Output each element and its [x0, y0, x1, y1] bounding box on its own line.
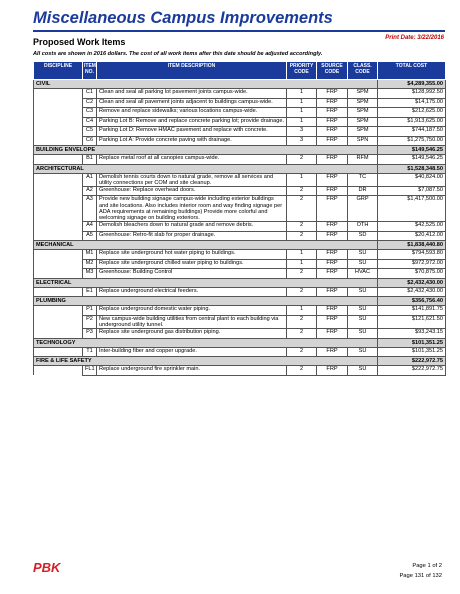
cost-cell: $149,546.25	[378, 155, 446, 165]
category-total: $1,838,440.80	[378, 241, 446, 250]
category-total: $101,351.25	[378, 338, 446, 347]
description-cell: Remove and replace sidewalks; various locations campus-wide.	[97, 108, 287, 118]
class-cell: SU	[348, 250, 378, 260]
category-total: $222,972.75	[378, 357, 446, 366]
class-cell: SPM	[348, 89, 378, 99]
class-cell: SPM	[348, 117, 378, 127]
source-cell: FRP	[317, 250, 348, 260]
print-date: Print Date: 3/22/2016	[385, 35, 444, 41]
category-name: FIRE & LIFE SAFETY	[34, 357, 378, 366]
priority-cell: 2	[287, 347, 317, 357]
discipline-cell	[34, 186, 83, 196]
discipline-cell	[34, 287, 83, 297]
source-cell: FRP	[317, 98, 348, 108]
category-row	[34, 146, 446, 155]
class-cell: OTH	[348, 222, 378, 232]
table-row	[34, 366, 446, 376]
table-row	[34, 98, 446, 108]
table-row	[34, 269, 446, 279]
priority-cell: 2	[287, 315, 317, 328]
source-cell: FRP	[317, 287, 348, 297]
source-cell: FRP	[317, 186, 348, 196]
table-row	[34, 222, 446, 232]
table-row	[34, 259, 446, 269]
priority-cell: 2	[287, 222, 317, 232]
cost-cell: $1,275,750.00	[378, 136, 446, 146]
description-cell: Parking Lot B: Remove and replace concrete parking lot; provide drainage.	[97, 117, 287, 127]
cost-cell: $93,243.15	[378, 329, 446, 339]
discipline-cell	[34, 259, 83, 269]
page-of-count: Page 1 of 2	[412, 563, 442, 569]
category-total: $149,546.25	[378, 146, 446, 155]
item-no-cell: A5	[83, 231, 97, 241]
category-total: $4,289,355.00	[378, 80, 446, 89]
category-name: ELECTRICAL	[34, 278, 378, 287]
col-header-total-cost: TOTAL COST	[378, 62, 446, 80]
table-row	[34, 186, 446, 196]
source-cell: FRP	[317, 269, 348, 279]
discipline-cell	[34, 98, 83, 108]
cost-cell: $1,913,625.00	[378, 117, 446, 127]
category-row	[34, 278, 446, 287]
table-row	[34, 108, 446, 118]
item-no-cell: M1	[83, 250, 97, 260]
table-body	[34, 80, 446, 376]
cost-cell: $744,187.50	[378, 127, 446, 137]
cost-cell: $7,087.50	[378, 186, 446, 196]
source-cell: FRP	[317, 329, 348, 339]
category-row	[34, 164, 446, 173]
col-header-class: CLASS. CODE	[348, 62, 378, 80]
discipline-cell	[34, 315, 83, 328]
discipline-cell	[34, 117, 83, 127]
description-cell: Replace underground fire sprinkler main.	[97, 366, 287, 376]
page-total-count: Page 131 of 132	[399, 573, 442, 579]
class-cell: RFM	[348, 155, 378, 165]
table-row	[34, 196, 446, 222]
category-row	[34, 357, 446, 366]
class-cell: SD	[348, 231, 378, 241]
cost-cell: $128,992.50	[378, 89, 446, 99]
discipline-cell	[34, 250, 83, 260]
item-no-cell: P2	[83, 315, 97, 328]
item-no-cell: C4	[83, 117, 97, 127]
discipline-cell	[34, 347, 83, 357]
cost-cell: $101,351.25	[378, 347, 446, 357]
description-cell: Replace site underground hot water piping to buildings.	[97, 250, 287, 260]
source-cell: FRP	[317, 89, 348, 99]
discipline-cell	[34, 222, 83, 232]
priority-cell: 2	[287, 155, 317, 165]
cost-cell: $70,875.00	[378, 269, 446, 279]
table-row	[34, 287, 446, 297]
priority-cell: 2	[287, 329, 317, 339]
description-cell: Inter-building fiber and copper upgrade.	[97, 347, 287, 357]
table-header-row	[34, 62, 446, 80]
cost-cell: $972,972.00	[378, 259, 446, 269]
col-header-priority: PRIORITY CODE	[287, 62, 317, 80]
priority-cell: 2	[287, 186, 317, 196]
priority-cell: 1	[287, 173, 317, 186]
discipline-cell	[34, 329, 83, 339]
col-header-source: SOURCE CODE	[317, 62, 348, 80]
item-no-cell: A1	[83, 173, 97, 186]
item-no-cell: C5	[83, 127, 97, 137]
priority-cell: 1	[287, 250, 317, 260]
table-row	[34, 155, 446, 165]
item-no-cell: P1	[83, 306, 97, 316]
work-items-table	[33, 61, 446, 376]
discipline-cell	[34, 136, 83, 146]
source-cell: FRP	[317, 347, 348, 357]
priority-cell: 1	[287, 259, 317, 269]
col-header-description: ITEM DESCRIPTION	[97, 62, 287, 80]
col-header-item-no: ITEM NO.	[83, 62, 97, 80]
cost-cell: $222,972.75	[378, 366, 446, 376]
category-name: MECHANICAL	[34, 241, 378, 250]
discipline-cell	[34, 231, 83, 241]
item-no-cell: FL1	[83, 366, 97, 376]
category-row	[34, 241, 446, 250]
discipline-cell	[34, 173, 83, 186]
priority-cell: 2	[287, 196, 317, 222]
description-cell: Clean and seal all parking lot pavement joints campus-wide.	[97, 89, 287, 99]
discipline-cell	[34, 306, 83, 316]
class-cell: SPM	[348, 98, 378, 108]
class-cell: SU	[348, 315, 378, 328]
class-cell: GRP	[348, 196, 378, 222]
description-cell: Parking Lot D: Remove HMAC pavement and replace with concrete.	[97, 127, 287, 137]
pbk-logo-icon	[33, 560, 63, 574]
cost-note: All costs are shown in 2016 dollars. The cost of all work items after this date should be adjusted accordingly.	[33, 51, 323, 57]
category-name: CIVIL	[34, 80, 378, 89]
source-cell: FRP	[317, 222, 348, 232]
category-name: PLUMBING	[34, 297, 378, 306]
cost-cell: $40,824.00	[378, 173, 446, 186]
description-cell: Replace site underground chilled water piping to buildings.	[97, 259, 287, 269]
class-cell: SU	[348, 287, 378, 297]
priority-cell: 3	[287, 136, 317, 146]
class-cell: SU	[348, 259, 378, 269]
discipline-cell	[34, 269, 83, 279]
description-cell: Replace site underground gas distribution piping.	[97, 329, 287, 339]
table-row	[34, 231, 446, 241]
category-name: ARCHITECTURAL	[34, 164, 378, 173]
item-no-cell: P3	[83, 329, 97, 339]
discipline-cell	[34, 366, 83, 376]
class-cell: SPM	[348, 127, 378, 137]
description-cell: Parking Lot A: Provide concrete paving with drainage.	[97, 136, 287, 146]
discipline-cell	[34, 127, 83, 137]
cost-cell: $141,891.75	[378, 306, 446, 316]
priority-cell: 1	[287, 108, 317, 118]
source-cell: FRP	[317, 231, 348, 241]
description-cell: New campus-wide building utilities from central plant to each building via underground utility tunnel.	[97, 315, 287, 328]
cost-cell: $121,621.50	[378, 315, 446, 328]
class-cell: TC	[348, 173, 378, 186]
item-no-cell: A4	[83, 222, 97, 232]
table-row	[34, 315, 446, 328]
svg-text:PBK: PBK	[33, 560, 61, 574]
description-cell: Replace underground domestic water piping.	[97, 306, 287, 316]
item-no-cell: E1	[83, 287, 97, 297]
discipline-cell	[34, 155, 83, 165]
priority-cell: 1	[287, 306, 317, 316]
table-row	[34, 250, 446, 260]
class-cell: DR	[348, 186, 378, 196]
category-row	[34, 80, 446, 89]
priority-cell: 1	[287, 98, 317, 108]
source-cell: FRP	[317, 155, 348, 165]
cost-cell: $794,593.80	[378, 250, 446, 260]
description-cell: Provide new building signage campus-wide including exterior buildings and site locations. Also includes interior room and way finding signage per ADA requirements at remaining buildings) Provide more colorful and welcoming signage on building exteriors.	[97, 196, 287, 222]
discipline-cell	[34, 89, 83, 99]
priority-cell: 2	[287, 287, 317, 297]
page-title: Miscellaneous Campus Improvements	[33, 9, 333, 27]
cost-cell: $2,432,430.00	[378, 287, 446, 297]
cost-cell: $42,525.00	[378, 222, 446, 232]
table-row	[34, 329, 446, 339]
source-cell: FRP	[317, 117, 348, 127]
class-cell: SU	[348, 306, 378, 316]
source-cell: FRP	[317, 259, 348, 269]
item-no-cell: B1	[83, 155, 97, 165]
description-cell: Demolish tennis courts down to natural grade, remove all services and utility connections per COM and site cleanup.	[97, 173, 287, 186]
item-no-cell: C6	[83, 136, 97, 146]
category-row	[34, 297, 446, 306]
class-cell: SU	[348, 347, 378, 357]
table-row	[34, 306, 446, 316]
description-cell: Replace metal roof at all canopies campus-wide.	[97, 155, 287, 165]
col-header-discipline: DISCIPLINE	[34, 62, 83, 80]
section-subtitle: Proposed Work Items	[33, 37, 126, 47]
source-cell: FRP	[317, 108, 348, 118]
source-cell: FRP	[317, 366, 348, 376]
priority-cell: 1	[287, 117, 317, 127]
cost-cell: $14,175.00	[378, 98, 446, 108]
class-cell: SPN	[348, 136, 378, 146]
item-no-cell: M3	[83, 269, 97, 279]
category-total: $356,756.40	[378, 297, 446, 306]
discipline-cell	[34, 196, 83, 222]
item-no-cell: M2	[83, 259, 97, 269]
description-cell: Greenhouse: Retro-fit slab for proper drainage.	[97, 231, 287, 241]
table-row	[34, 347, 446, 357]
source-cell: FRP	[317, 127, 348, 137]
table-row	[34, 127, 446, 137]
item-no-cell: A3	[83, 196, 97, 222]
description-cell: Demolish bleachers down to natural grade and remove debris.	[97, 222, 287, 232]
class-cell: SPM	[348, 108, 378, 118]
priority-cell: 3	[287, 127, 317, 137]
class-cell: SU	[348, 366, 378, 376]
item-no-cell: A2	[83, 186, 97, 196]
table-row	[34, 117, 446, 127]
source-cell: FRP	[317, 196, 348, 222]
source-cell: FRP	[317, 136, 348, 146]
title-rule	[33, 30, 445, 32]
source-cell: FRP	[317, 306, 348, 316]
table-row	[34, 89, 446, 99]
item-no-cell: C1	[83, 89, 97, 99]
discipline-cell	[34, 108, 83, 118]
priority-cell: 1	[287, 89, 317, 99]
description-cell: Replace underground electrical feeders.	[97, 287, 287, 297]
category-total: $1,528,348.50	[378, 164, 446, 173]
source-cell: FRP	[317, 315, 348, 328]
category-name: BUILDING ENVELOPE	[34, 146, 378, 155]
category-name: TECHNOLOGY	[34, 338, 378, 347]
cost-cell: $20,412.00	[378, 231, 446, 241]
table-row	[34, 136, 446, 146]
item-no-cell: C2	[83, 98, 97, 108]
priority-cell: 2	[287, 231, 317, 241]
priority-cell: 2	[287, 366, 317, 376]
cost-cell: $1,417,500.00	[378, 196, 446, 222]
description-cell: Greenhouse: Building Control	[97, 269, 287, 279]
table-row	[34, 173, 446, 186]
item-no-cell: T1	[83, 347, 97, 357]
description-cell: Clean and seal all pavement joints adjacent to buildings campus-wide.	[97, 98, 287, 108]
priority-cell: 2	[287, 269, 317, 279]
item-no-cell: C3	[83, 108, 97, 118]
category-total: $2,432,430.00	[378, 278, 446, 287]
description-cell: Greenhouse: Replace overhead doors.	[97, 186, 287, 196]
cost-cell: $212,625.00	[378, 108, 446, 118]
category-row	[34, 338, 446, 347]
class-cell: SU	[348, 329, 378, 339]
source-cell: FRP	[317, 173, 348, 186]
class-cell: HVAC	[348, 269, 378, 279]
